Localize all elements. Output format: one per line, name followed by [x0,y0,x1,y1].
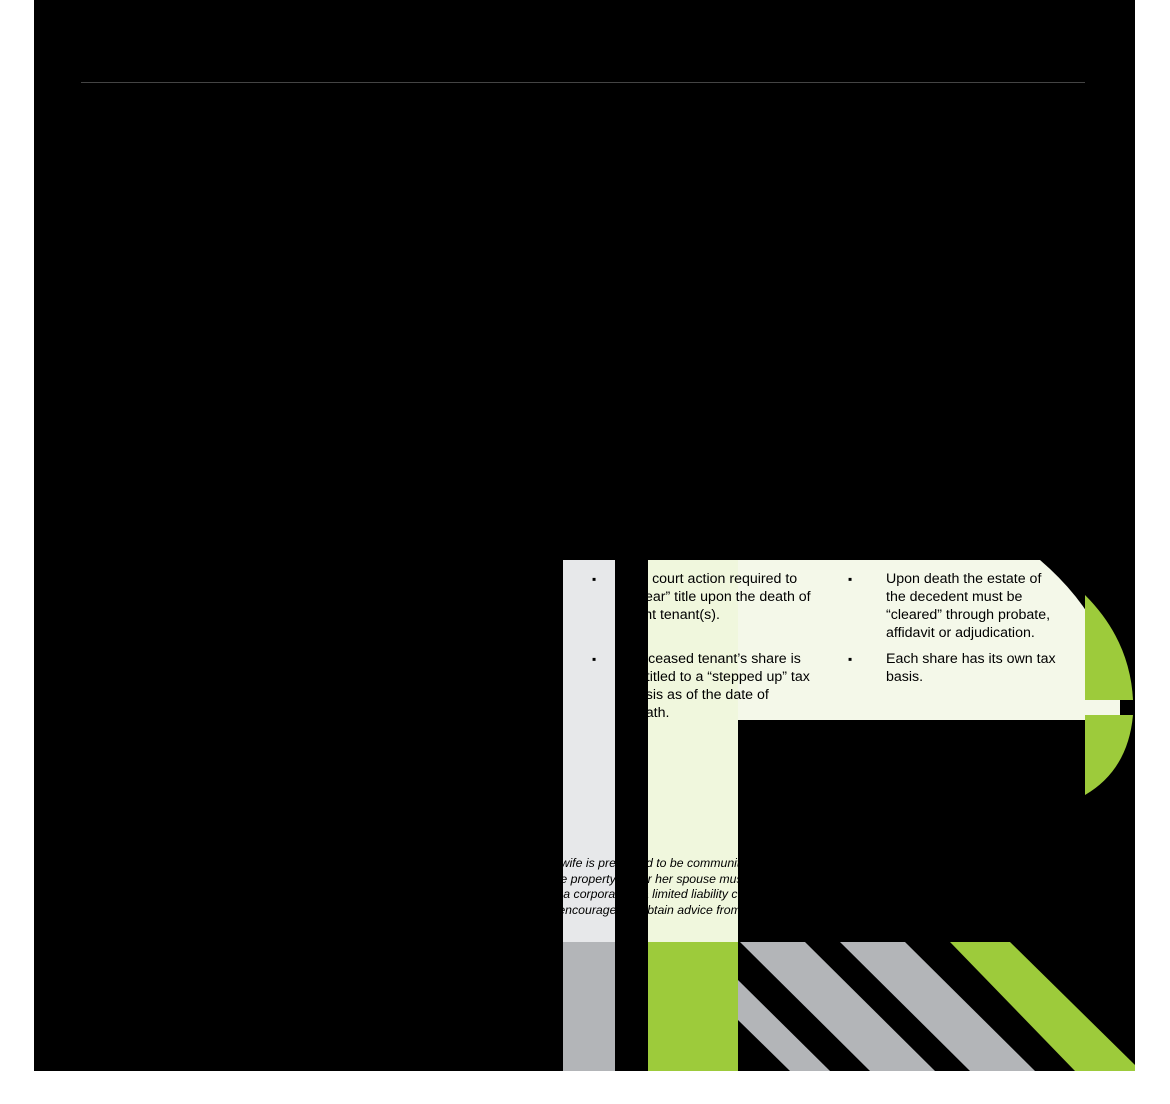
header-community-property-survivorship: Community Property with Right of Survivorship [360,16,548,77]
bullet-icon: ▪ [91,422,96,436]
bullet-icon: ▪ [848,333,853,347]
cell-text: No court action required to “clear” title upon death. [379,571,547,605]
bullet-icon: ▪ [848,173,853,187]
header-joint-tenancy: Joint Tenancy with Right of Survivorship [594,26,820,67]
bullet-icon: ▪ [592,93,597,107]
table-cell [91,420,323,474]
table-cell [91,650,323,740]
cell-text: Requires signatures of all joint tenants to convey or encumber the whole. [630,421,791,473]
bullet-icon: ▪ [848,422,853,436]
document-sheet [81,12,1085,942]
bullet-icon: ▪ [592,492,597,506]
bullet-icon: ▪ [592,333,597,347]
table-cell [592,171,834,243]
cell-text: Estate passes to the surviving spouse outside of probate. [379,491,551,543]
cell-text: Both halves of the community property are entitled to a “stepped up” tax basis as of the date of death. [379,651,541,739]
cell-text: Requires a valid marriage. [129,92,295,108]
cell-text: Requires signatures of all tenants to convey or encumber the whole. [886,421,1047,473]
bullet-icon: ▪ [341,173,346,187]
table-cell [848,420,1080,474]
bullet-icon: ▪ [91,652,96,666]
table-cell [592,490,834,526]
table-cell [341,490,573,544]
bullet-icon: ▪ [592,652,597,666]
cell-text: Both halves of the community property are entitled to a “stepped up” tax basis as of the date of death. [129,651,291,739]
footnote: Note: Arizona is a community property state. Property acquired by a husband and wife is presumed to be community property unless legally specified otherwise. Title may be held as “Sole and Separate”. If a married person acquires title as sole and separate property, his or her spouse must execute a disclaimer deed to avoid the presumption of community property. Parties may choose to hold title in the name of an entity, e.g., a corporation; a limited liability company; a partnership (general or limited), or a trust. Each method of taking title has certain legal and tax consequences. Therefore, you are encouraged to obtain advice from an attorney or other qualified professional. [114,856,1057,917]
cell-text: Estate passes to surviving tenant(s) outside of probate. [630,491,808,525]
green-bar [648,942,738,1071]
cell-text: Upon death the estate of the decedent must be “cleared” through probate, affidavit or adjudication. [129,571,294,641]
bullet-icon: ▪ [91,93,96,107]
gray-bar [563,942,615,1071]
table-cell [848,91,1080,145]
table-cell [592,650,834,722]
bullet-icon: ▪ [592,422,597,436]
cell-text: Each Spouse holds an undivided one-half interest in the estate. [129,172,296,224]
table-cell [91,171,323,225]
bullet-icon: ▪ [848,93,853,107]
bullet-icon: ▪ [91,173,96,187]
table-cell [91,91,323,109]
bullet-icon: ▪ [91,572,96,586]
bullet-icon: ▪ [592,572,597,586]
bullet-icon: ▪ [592,173,597,187]
header-community-property: Community Property [115,36,289,57]
table-cell [341,420,573,474]
cell-text: One spouse cannot partition the property by selling his or her interest. [129,332,287,384]
cell-text: Requires signatures of both spouses to convey or encumber. [379,421,553,473]
table-cell [592,91,834,145]
table-cell [592,420,834,474]
table-cell [341,91,573,109]
cell-text: Each spouse holds an undivided one-half interest in the estate [379,172,546,224]
cell-text: One spouse cannot partition the property by selling his or her joint interest. [379,332,529,402]
cell-text: Each joint tenant holds an equal and undivided interest in the estate, unity of interest. [630,172,808,242]
cell-text: Parties need not be married; may be more than two Joint Tenants. [630,92,810,144]
cell-text: No court action required to “clear” title upon the death of joint tenant(s). [630,571,811,623]
table-cell [848,331,1080,385]
table-cell [341,171,573,225]
cell-text: Each tenant in common holds an undivided fractional interest in the estate. Can be disproportionate, e.g., 20% and 80%; 60% and 40%; 20%, 20%, 20% and 40%; etc. [886,172,1056,314]
table-header-row [81,12,1085,83]
table-cell [592,331,834,403]
bullet-icon: ▪ [341,492,346,506]
bullet-icon: ▪ [341,333,346,347]
bullet-icon: ▪ [341,572,346,586]
table-cell [848,650,1080,686]
bullet-icon: ▪ [341,422,346,436]
cell-text: Each spouse can devise (will) one-half of the community property. [129,491,283,543]
cell-text: Requires a valid marriage [379,92,541,108]
table-cell [341,570,573,606]
bullet-icon: ▪ [848,652,853,666]
table-cell [592,570,834,624]
table-cell [91,331,323,385]
table-cell [848,570,1080,642]
table-cell [91,490,323,544]
bullet-icon: ▪ [341,652,346,666]
header-tenancy-in-common: Tenancy in Common [874,36,1048,57]
cell-text: One joint tenant can partition the property by selling his or her joint interest. [630,332,780,402]
cell-text: Each share has its own tax basis. [886,651,1056,685]
bullet-icon: ▪ [848,492,853,506]
bullet-icon: ▪ [848,572,853,586]
bullet-icon: ▪ [91,492,96,506]
bullet-icon: ▪ [341,93,346,107]
table-cell [341,650,573,740]
table-cell [848,171,1080,315]
cell-text: Deceased tenant’s share is entitled to a “stepped up” tax basis as of the date of death. [630,651,810,721]
table-cell [848,490,1080,562]
cell-text: Each tenant’s share can be conveyed, mortgaged or devised to a third party. [886,332,1058,384]
cell-text: Requires signatures of both spouses to convey or encumber. [129,421,303,473]
cell-text: Parties need not be married; may be more than two tenants in common. [886,92,1057,144]
cell-text: Upon death the estate of the decedent must be “cleared” through probate, affidavit or adjudication. [886,571,1051,641]
table-cell [91,570,323,642]
table-cell [341,331,573,403]
cell-text: Upon death the tenant’s proportionate share passes to his or her heirs by will or intestacy. [886,491,1058,561]
bullet-icon: ▪ [91,333,96,347]
